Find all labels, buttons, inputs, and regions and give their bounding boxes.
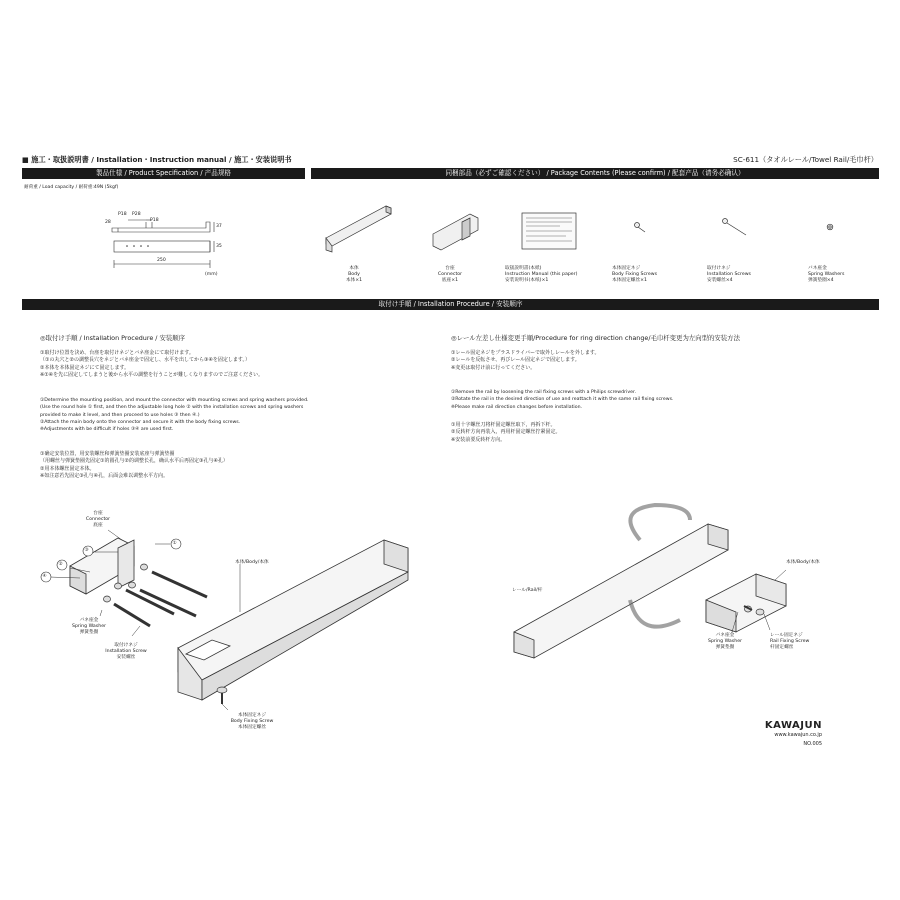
dim-p1: P18: [118, 212, 127, 217]
package-item-fixing-screw: 本体固定ネジ Body Fixing Screws 本体固定螺丝×1: [612, 266, 658, 284]
callout-1: ①: [172, 541, 177, 546]
label-body: 本体/Body/本体: [235, 560, 269, 565]
callout-4: ④: [42, 574, 47, 579]
package-item-install-screw: 取付けネジ Installation Screws 安装螺丝×4: [707, 266, 751, 284]
procedure-bar: 取付け手順 / Installation Procedure / 安装顺序: [22, 299, 879, 310]
label-connector: 台座 Connector 底座: [85, 511, 111, 529]
install-jp: ①取付け位置を決め、台座を取付けネジとバネ座金にて取付けます。 （①の丸穴と②の調整長穴をネジとバネ座金で固定し、水平を出してから③④を固定します。） ②本体を本体固定ネジにて固定します。 ※①④を先に固定してしまうと後から水平の調整を行うことが難しくなりますのでご注意ください。: [40, 350, 264, 378]
page-number: NO.005: [803, 741, 822, 747]
load-capacity: 耐荷重 / Load capacity / 耐荷重:49N (5kgf): [24, 185, 119, 190]
install-heading: ◎取付け手順 / Installation Procedure / 安装顺序: [40, 334, 186, 342]
dim-p3: P18: [150, 218, 159, 223]
label-rail: レール/Rail/杆: [512, 588, 543, 593]
package-item-washer: バネ座金 Spring Washers 弹簧垫圈×4: [808, 266, 845, 284]
kawajun-logo: KAWAJUN: [764, 720, 822, 731]
direction-cn: ①用十字螺丝刀将杆固定螺丝取下，再拆下杆。 ②反转杆方向再装入，再用杆固定螺丝拧紧固定。 ※安装前要反转杆方向。: [451, 422, 561, 443]
callout-2: ②: [58, 562, 63, 567]
package-item-connector: 台座 Connector 底座×1: [437, 266, 463, 284]
package-bar: 同梱部品（必ずご確認ください） / Package Contents (Please confirm) / 配套产品（请务必确认）: [311, 168, 879, 179]
label-direction-body: 本体/Body/本体: [786, 560, 820, 565]
direction-en: ①Remove the rail by loosening the rail fixing screws with a Philips screwdriver. ②Rotate the rail in the desired direction of use and reattach it with the same rail fixing screws. ※Please make rail direction changes before installation.: [451, 390, 674, 410]
dim-height-top: 37: [216, 224, 222, 229]
dim-left: 28: [105, 220, 111, 225]
dim-unit: (mm): [205, 272, 218, 277]
dim-p2: P28: [132, 212, 141, 217]
label-direction-washer: バネ座金 Spring Washer 弹簧垫圈: [707, 633, 743, 651]
direction-heading: ◎レール左差し仕様変更手順/Procedure for ring direction change/毛巾杆变更为左向型的安装方法: [451, 334, 740, 342]
manual-title: ■ 施工・取扱説明書 / Installation・Instruction manual / 施工・安装说明书: [22, 155, 292, 164]
spec-bar: 製品仕様 / Product Specification / 产品规格: [22, 168, 305, 179]
website-link[interactable]: www.kawajun.co.jp: [774, 732, 822, 738]
dim-height-bottom: 35: [216, 244, 222, 249]
label-installation-screw: 取付けネジ Installation Screw 安装螺丝: [105, 643, 147, 661]
dim-length: 250: [157, 258, 166, 263]
package-item-body: 本体 Body 本体×1: [345, 266, 363, 284]
label-body-fixing-screw: 本体固定ネジ Body Fixing Screw 本体固定螺丝: [230, 713, 274, 731]
label-rail-fixing-screw: レール固定ネジ Rail Fixing Screw 杆固定螺丝: [770, 633, 810, 651]
install-cn: ①确定安装位置，用安装螺丝和弹簧垫圈安装底座与弹簧垫圈 （用螺丝与弹簧垫圈先固定①的圆孔与②的调整长孔，确认水平后再固定③孔与④孔） ②用本体螺丝固定本体。 ※如注意若先固定③孔与④孔，后面会难以调整水平方向。: [40, 451, 228, 479]
label-spring-washer: バネ座金 Spring Washer 弹簧垫圈: [71, 618, 107, 636]
package-item-manual: 取扱説明書(本紙) Instruction Manual (this paper) 安装说明书(本纸)×1: [505, 266, 578, 284]
model-name: SC-611（タオルレール/Towel Rail/毛巾杆）: [733, 155, 878, 164]
direction-jp: ①レール固定ネジをプラスドライバーで取外しレールを外します。 ②レールを反転させ、再びレール固定ネジで固定します。 ※変更は取付け前に行ってください。: [451, 350, 600, 371]
callout-3: ③: [84, 548, 89, 553]
install-en: ①Determine the mounting position, and mount the connector with mounting screws and spring washers provided. (Use the round hole ① first, and then the adjustable long hole ② with the installation screws and spring washers provided to make it level, and then proceed to use holes ③ then ④.) ②Attach the main body onto the connector and secure it with the body fixing screws. ※Adjustments with be difficult if holes ③④ are used first.: [40, 398, 309, 433]
